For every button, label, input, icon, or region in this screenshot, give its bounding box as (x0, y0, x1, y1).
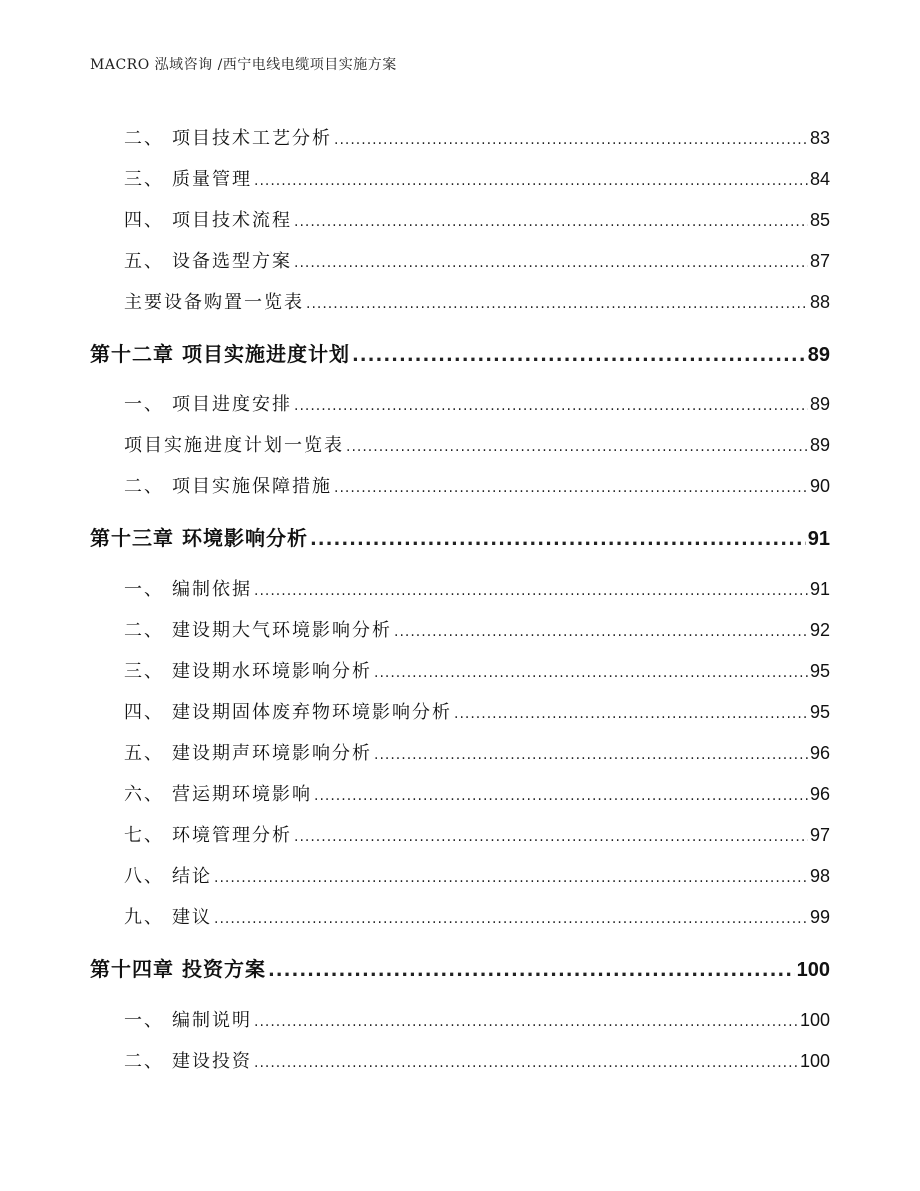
toc-leader-dots (294, 825, 808, 846)
toc-entry-title: 项目技术流程 (172, 210, 292, 231)
toc-entry-number: 二、 (124, 1051, 164, 1072)
toc-entry-page: 83 (809, 128, 830, 148)
toc-entry-title: 项目技术工艺分析 (172, 128, 332, 149)
toc-entry-title: 建设期大气环境影响分析 (172, 620, 392, 641)
toc-entry-number: 七、 (124, 825, 164, 846)
toc-leader-dots (254, 1051, 798, 1072)
toc-entry-number: 三、 (124, 661, 164, 682)
toc-chapter-title: 第十二章 项目实施进度计划 (90, 342, 350, 366)
toc-entry-number: 六、 (124, 784, 164, 805)
toc-leader-dots (294, 394, 808, 415)
toc-entry-title: 项目进度安排 (172, 394, 292, 415)
toc-entry-number: 一、 (124, 579, 164, 600)
toc-entry[interactable] (124, 390, 830, 416)
toc-entry-page: 95 (809, 661, 830, 681)
toc-entry[interactable] (124, 780, 830, 806)
toc-entry-number: 三、 (124, 169, 164, 190)
toc-entry-title: 主要设备购置一览表 (124, 292, 304, 313)
toc-leader-dots (314, 784, 808, 805)
toc-entry-title: 环境管理分析 (172, 825, 292, 846)
toc-entry-number: 二、 (124, 128, 164, 149)
toc-entry-number: 二、 (124, 620, 164, 641)
toc-entry-number: 九、 (124, 907, 164, 928)
toc-entry-title: 建议 (172, 907, 212, 928)
toc-entry-number: 五、 (124, 743, 164, 764)
toc-entry-number: 二、 (124, 476, 164, 497)
toc-leader-dots (254, 169, 808, 190)
toc-chapter-page: 89 (807, 344, 830, 366)
toc-entry[interactable] (124, 821, 830, 847)
toc-entry-page: 90 (809, 476, 830, 496)
toc-leader-dots (294, 251, 808, 272)
toc-entry-title: 编制说明 (172, 1010, 252, 1031)
toc-leader-dots (374, 743, 808, 764)
toc-chapter-entry[interactable] (90, 953, 830, 982)
toc-entry-number: 五、 (124, 251, 164, 272)
toc-leader-dots (294, 210, 808, 231)
toc-entry-number: 一、 (124, 394, 164, 415)
toc-entry[interactable] (124, 1006, 830, 1032)
toc-entry[interactable] (124, 288, 830, 314)
toc-entry[interactable] (124, 698, 830, 724)
toc-entry-title: 建设期固体废弃物环境影响分析 (172, 702, 452, 723)
toc-leader-dots (374, 661, 808, 682)
toc-entry-page: 97 (809, 825, 830, 845)
toc-chapter-page: 91 (807, 528, 830, 550)
toc-entry[interactable] (124, 575, 830, 601)
toc-entry-page: 99 (809, 907, 830, 927)
toc-entry[interactable] (124, 903, 830, 929)
toc-leader-dots (254, 579, 808, 600)
toc-leader-dots (454, 702, 808, 723)
toc-leader-dots (254, 1010, 798, 1031)
toc-chapter-entry[interactable] (90, 522, 830, 551)
toc-entry-page: 95 (809, 702, 830, 722)
toc-entry-page: 85 (809, 210, 830, 230)
toc-leader-dots (268, 957, 795, 981)
toc-entry[interactable] (124, 247, 830, 273)
toc-entry[interactable] (124, 165, 830, 191)
toc-leader-dots (352, 342, 806, 366)
toc-entry-page: 89 (809, 435, 830, 455)
toc-entry-title: 建设投资 (172, 1051, 252, 1072)
toc-entry[interactable] (124, 1047, 830, 1073)
toc-chapter-entry[interactable] (90, 338, 830, 367)
toc-entry-title: 设备选型方案 (172, 251, 292, 272)
toc-entry-number: 四、 (124, 210, 164, 231)
toc-leader-dots (334, 476, 808, 497)
toc-leader-dots (214, 866, 808, 887)
toc-entry-page: 100 (799, 1051, 830, 1071)
toc-entry[interactable] (124, 431, 830, 457)
toc-entry[interactable] (124, 124, 830, 150)
toc-entry-title: 营运期环境影响 (172, 784, 312, 805)
toc-leader-dots (310, 526, 806, 550)
toc-entry-page: 100 (799, 1010, 830, 1030)
toc-entry-page: 89 (809, 394, 830, 414)
toc-leader-dots (346, 435, 808, 456)
toc-entry-page: 87 (809, 251, 830, 271)
toc-entry-title: 建设期水环境影响分析 (172, 661, 372, 682)
toc-chapter-title: 第十三章 环境影响分析 (90, 526, 308, 550)
toc-entry[interactable] (124, 739, 830, 765)
toc-entry-title: 项目实施保障措施 (172, 476, 332, 497)
toc-entry[interactable] (124, 616, 830, 642)
toc-entry-title: 编制依据 (172, 579, 252, 600)
toc-entry-number: 四、 (124, 702, 164, 723)
toc-entry-page: 96 (809, 784, 830, 804)
toc-entry-page: 92 (809, 620, 830, 640)
toc-entry-page: 84 (809, 169, 830, 189)
toc-leader-dots (214, 907, 808, 928)
toc-entry-page: 96 (809, 743, 830, 763)
toc-entry[interactable] (124, 206, 830, 232)
toc-entry-title: 项目实施进度计划一览表 (124, 435, 344, 456)
toc-entry-page: 88 (809, 292, 830, 312)
toc-entry-page: 98 (809, 866, 830, 886)
toc-entry-title: 质量管理 (172, 169, 252, 190)
toc-leader-dots (306, 292, 808, 313)
toc-entry[interactable] (124, 862, 830, 888)
toc-entry-number: 一、 (124, 1010, 164, 1031)
toc-leader-dots (334, 128, 808, 149)
page-header: MACRO 泓域咨询 /西宁电线电缆项目实施方案 (90, 57, 397, 73)
toc-chapter-page: 100 (796, 959, 830, 981)
toc-entry-title: 建设期声环境影响分析 (172, 743, 372, 764)
toc-entry[interactable] (124, 472, 830, 498)
toc-chapter-title: 第十四章 投资方案 (90, 957, 266, 981)
toc-entry-title: 结论 (172, 866, 212, 887)
toc-entry-page: 91 (809, 579, 830, 599)
toc-entry[interactable] (124, 657, 830, 683)
toc-leader-dots (394, 620, 808, 641)
toc-entry-number: 八、 (124, 866, 164, 887)
